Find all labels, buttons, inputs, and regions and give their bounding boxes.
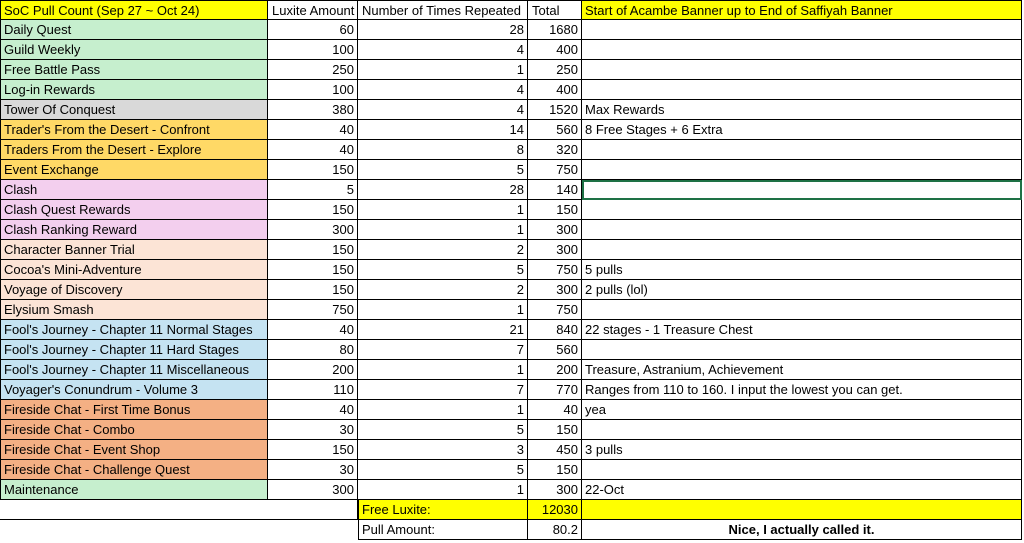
blank-cell[interactable] <box>0 500 268 520</box>
header-notes[interactable]: Start of Acambe Banner up to End of Saffiyah Banner <box>582 0 1022 20</box>
note-cell[interactable]: 22 stages - 1 Treasure Chest <box>582 320 1022 340</box>
note-cell[interactable] <box>582 420 1022 440</box>
pull-amount-label[interactable]: Pull Amount: <box>358 520 528 540</box>
note-cell[interactable] <box>582 40 1022 60</box>
free-luxite-value[interactable]: 12030 <box>528 500 582 520</box>
total-cell[interactable]: 40 <box>528 400 582 420</box>
activity-cell[interactable]: Clash Ranking Reward <box>0 220 268 240</box>
note-cell[interactable]: 3 pulls <box>582 440 1022 460</box>
note-cell[interactable] <box>582 140 1022 160</box>
total-cell[interactable]: 300 <box>528 480 582 500</box>
times-repeated-cell[interactable]: 8 <box>358 140 528 160</box>
times-repeated-cell[interactable]: 21 <box>358 320 528 340</box>
note-cell[interactable]: 8 Free Stages + 6 Extra <box>582 120 1022 140</box>
luxite-amount-cell[interactable]: 750 <box>268 300 358 320</box>
table-row <box>0 80 1024 100</box>
note-cell[interactable] <box>582 460 1022 480</box>
table-row <box>0 100 1024 120</box>
total-cell[interactable]: 560 <box>528 340 582 360</box>
table-row <box>0 420 1024 440</box>
table-row <box>0 400 1024 420</box>
activity-cell[interactable]: Fool's Journey - Chapter 11 Hard Stages <box>0 340 268 360</box>
luxite-amount-cell[interactable]: 5 <box>268 180 358 200</box>
pull-amount-value[interactable]: 80.2 <box>528 520 582 540</box>
table-row <box>0 160 1024 180</box>
total-cell[interactable]: 150 <box>528 460 582 480</box>
activity-cell[interactable]: Traders From the Desert - Explore <box>0 140 268 160</box>
table-row <box>0 120 1024 140</box>
table-row <box>0 280 1024 300</box>
total-cell[interactable]: 400 <box>528 40 582 60</box>
times-repeated-cell[interactable]: 5 <box>358 160 528 180</box>
activity-cell[interactable]: Log-in Rewards <box>0 80 268 100</box>
luxite-amount-cell[interactable]: 30 <box>268 420 358 440</box>
free-luxite-label[interactable]: Free Luxite: <box>358 500 528 520</box>
luxite-amount-cell[interactable]: 150 <box>268 240 358 260</box>
luxite-amount-cell[interactable]: 30 <box>268 460 358 480</box>
times-repeated-cell[interactable]: 14 <box>358 120 528 140</box>
table-row <box>0 240 1024 260</box>
total-cell[interactable]: 750 <box>528 160 582 180</box>
header-row <box>0 0 1024 20</box>
times-repeated-cell[interactable]: 1 <box>358 360 528 380</box>
times-repeated-cell[interactable]: 2 <box>358 240 528 260</box>
activity-cell[interactable]: Tower Of Conquest <box>0 100 268 120</box>
luxite-amount-cell[interactable]: 380 <box>268 100 358 120</box>
times-repeated-cell[interactable]: 1 <box>358 220 528 240</box>
times-repeated-cell[interactable]: 2 <box>358 280 528 300</box>
total-cell[interactable]: 150 <box>528 420 582 440</box>
note-cell[interactable] <box>582 340 1022 360</box>
activity-cell[interactable]: Character Banner Trial <box>0 240 268 260</box>
total-cell[interactable]: 150 <box>528 200 582 220</box>
note-cell[interactable] <box>582 60 1022 80</box>
activity-cell[interactable]: Guild Weekly <box>0 40 268 60</box>
note-cell[interactable] <box>582 180 1022 200</box>
luxite-amount-cell[interactable]: 300 <box>268 480 358 500</box>
blank-cell[interactable] <box>268 500 358 520</box>
times-repeated-cell[interactable]: 1 <box>358 400 528 420</box>
total-cell[interactable]: 1680 <box>528 20 582 40</box>
luxite-amount-cell[interactable]: 40 <box>268 120 358 140</box>
activity-cell[interactable]: Voyage of Discovery <box>0 280 268 300</box>
table-row <box>0 180 1024 200</box>
note-cell[interactable] <box>582 80 1022 100</box>
header-luxite-amount[interactable]: Luxite Amount <box>268 0 358 20</box>
luxite-amount-cell[interactable]: 100 <box>268 80 358 100</box>
total-cell[interactable]: 140 <box>528 180 582 200</box>
times-repeated-cell[interactable]: 1 <box>358 300 528 320</box>
table-row <box>0 320 1024 340</box>
times-repeated-cell[interactable]: 3 <box>358 440 528 460</box>
header-times-repeated[interactable]: Number of Times Repeated <box>358 0 528 20</box>
times-repeated-cell[interactable]: 5 <box>358 460 528 480</box>
table-row <box>0 200 1024 220</box>
note-cell[interactable]: 22-Oct <box>582 480 1022 500</box>
table-row <box>0 260 1024 280</box>
luxite-amount-cell[interactable]: 250 <box>268 60 358 80</box>
activity-cell[interactable]: Free Battle Pass <box>0 60 268 80</box>
activity-cell[interactable]: Maintenance <box>0 480 268 500</box>
times-repeated-cell[interactable]: 1 <box>358 60 528 80</box>
luxite-amount-cell[interactable]: 150 <box>268 200 358 220</box>
luxite-amount-cell[interactable]: 40 <box>268 140 358 160</box>
times-repeated-cell[interactable]: 5 <box>358 420 528 440</box>
activity-cell[interactable]: Fireside Chat - First Time Bonus <box>0 400 268 420</box>
times-repeated-cell[interactable]: 28 <box>358 20 528 40</box>
activity-cell[interactable]: Daily Quest <box>0 20 268 40</box>
total-cell[interactable]: 250 <box>528 60 582 80</box>
activity-cell[interactable]: Voyager's Conundrum - Volume 3 <box>0 380 268 400</box>
summary-row-free-luxite <box>0 500 1024 520</box>
activity-cell[interactable]: Cocoa's Mini-Adventure <box>0 260 268 280</box>
total-cell[interactable]: 300 <box>528 280 582 300</box>
luxite-amount-cell[interactable]: 40 <box>268 400 358 420</box>
total-cell[interactable]: 840 <box>528 320 582 340</box>
table-row <box>0 340 1024 360</box>
total-cell[interactable]: 1520 <box>528 100 582 120</box>
pull-amount-comment[interactable]: Nice, I actually called it. <box>582 520 1022 540</box>
note-cell[interactable]: Max Rewards <box>582 100 1022 120</box>
activity-cell[interactable]: Fireside Chat - Combo <box>0 420 268 440</box>
total-cell[interactable]: 200 <box>528 360 582 380</box>
activity-cell[interactable]: Fool's Journey - Chapter 11 Normal Stages <box>0 320 268 340</box>
total-cell[interactable]: 300 <box>528 220 582 240</box>
total-cell[interactable]: 770 <box>528 380 582 400</box>
times-repeated-cell[interactable]: 1 <box>358 480 528 500</box>
table-row <box>0 460 1024 480</box>
luxite-amount-cell[interactable]: 40 <box>268 320 358 340</box>
luxite-amount-cell[interactable]: 150 <box>268 260 358 280</box>
table-row <box>0 380 1024 400</box>
table-row <box>0 300 1024 320</box>
times-repeated-cell[interactable]: 7 <box>358 340 528 360</box>
note-cell[interactable] <box>582 220 1022 240</box>
total-cell[interactable]: 400 <box>528 80 582 100</box>
activity-cell[interactable]: Fool's Journey - Chapter 11 Miscellaneous <box>0 360 268 380</box>
note-cell[interactable] <box>582 240 1022 260</box>
note-cell[interactable]: yea <box>582 400 1022 420</box>
note-cell[interactable]: Treasure, Astranium, Achievement <box>582 360 1022 380</box>
luxite-amount-cell[interactable]: 150 <box>268 440 358 460</box>
luxite-amount-cell[interactable]: 300 <box>268 220 358 240</box>
activity-cell[interactable]: Fireside Chat - Challenge Quest <box>0 460 268 480</box>
header-activity[interactable]: SoC Pull Count (Sep 27 ~ Oct 24) <box>0 0 268 20</box>
table-row <box>0 20 1024 40</box>
times-repeated-cell[interactable]: 5 <box>358 260 528 280</box>
times-repeated-cell[interactable]: 4 <box>358 80 528 100</box>
header-total[interactable]: Total <box>528 0 582 20</box>
table-row <box>0 140 1024 160</box>
times-repeated-cell[interactable]: 4 <box>358 100 528 120</box>
luxite-amount-cell[interactable]: 100 <box>268 40 358 60</box>
activity-cell[interactable]: Fireside Chat - Event Shop <box>0 440 268 460</box>
note-cell[interactable]: 2 pulls (lol) <box>582 280 1022 300</box>
times-repeated-cell[interactable]: 1 <box>358 200 528 220</box>
free-luxite-note[interactable] <box>582 500 1022 520</box>
total-cell[interactable]: 560 <box>528 120 582 140</box>
activity-cell[interactable]: Elysium Smash <box>0 300 268 320</box>
times-repeated-cell[interactable]: 28 <box>358 180 528 200</box>
table-row <box>0 40 1024 60</box>
note-cell[interactable] <box>582 200 1022 220</box>
note-cell[interactable]: 5 pulls <box>582 260 1022 280</box>
total-cell[interactable]: 300 <box>528 240 582 260</box>
times-repeated-cell[interactable]: 7 <box>358 380 528 400</box>
total-cell[interactable]: 750 <box>528 260 582 280</box>
total-cell[interactable]: 320 <box>528 140 582 160</box>
luxite-amount-cell[interactable]: 80 <box>268 340 358 360</box>
total-cell[interactable]: 450 <box>528 440 582 460</box>
luxite-amount-cell[interactable]: 60 <box>268 20 358 40</box>
luxite-amount-cell[interactable]: 110 <box>268 380 358 400</box>
table-row <box>0 480 1024 500</box>
summary-row-pull-amount <box>0 520 1024 540</box>
times-repeated-cell[interactable]: 4 <box>358 40 528 60</box>
table-row <box>0 220 1024 240</box>
note-cell[interactable] <box>582 20 1022 40</box>
total-cell[interactable]: 750 <box>528 300 582 320</box>
activity-cell[interactable]: Clash Quest Rewards <box>0 200 268 220</box>
activity-cell[interactable]: Event Exchange <box>0 160 268 180</box>
luxite-amount-cell[interactable]: 150 <box>268 280 358 300</box>
note-cell[interactable] <box>582 300 1022 320</box>
activity-cell[interactable]: Clash <box>0 180 268 200</box>
activity-cell[interactable]: Trader's From the Desert - Confront <box>0 120 268 140</box>
luxite-amount-cell[interactable]: 200 <box>268 360 358 380</box>
note-cell[interactable]: Ranges from 110 to 160. I input the lowest you can get. <box>582 380 1022 400</box>
luxite-amount-cell[interactable]: 150 <box>268 160 358 180</box>
note-cell[interactable] <box>582 160 1022 180</box>
table-row <box>0 60 1024 80</box>
table-row <box>0 360 1024 380</box>
table-row <box>0 440 1024 460</box>
